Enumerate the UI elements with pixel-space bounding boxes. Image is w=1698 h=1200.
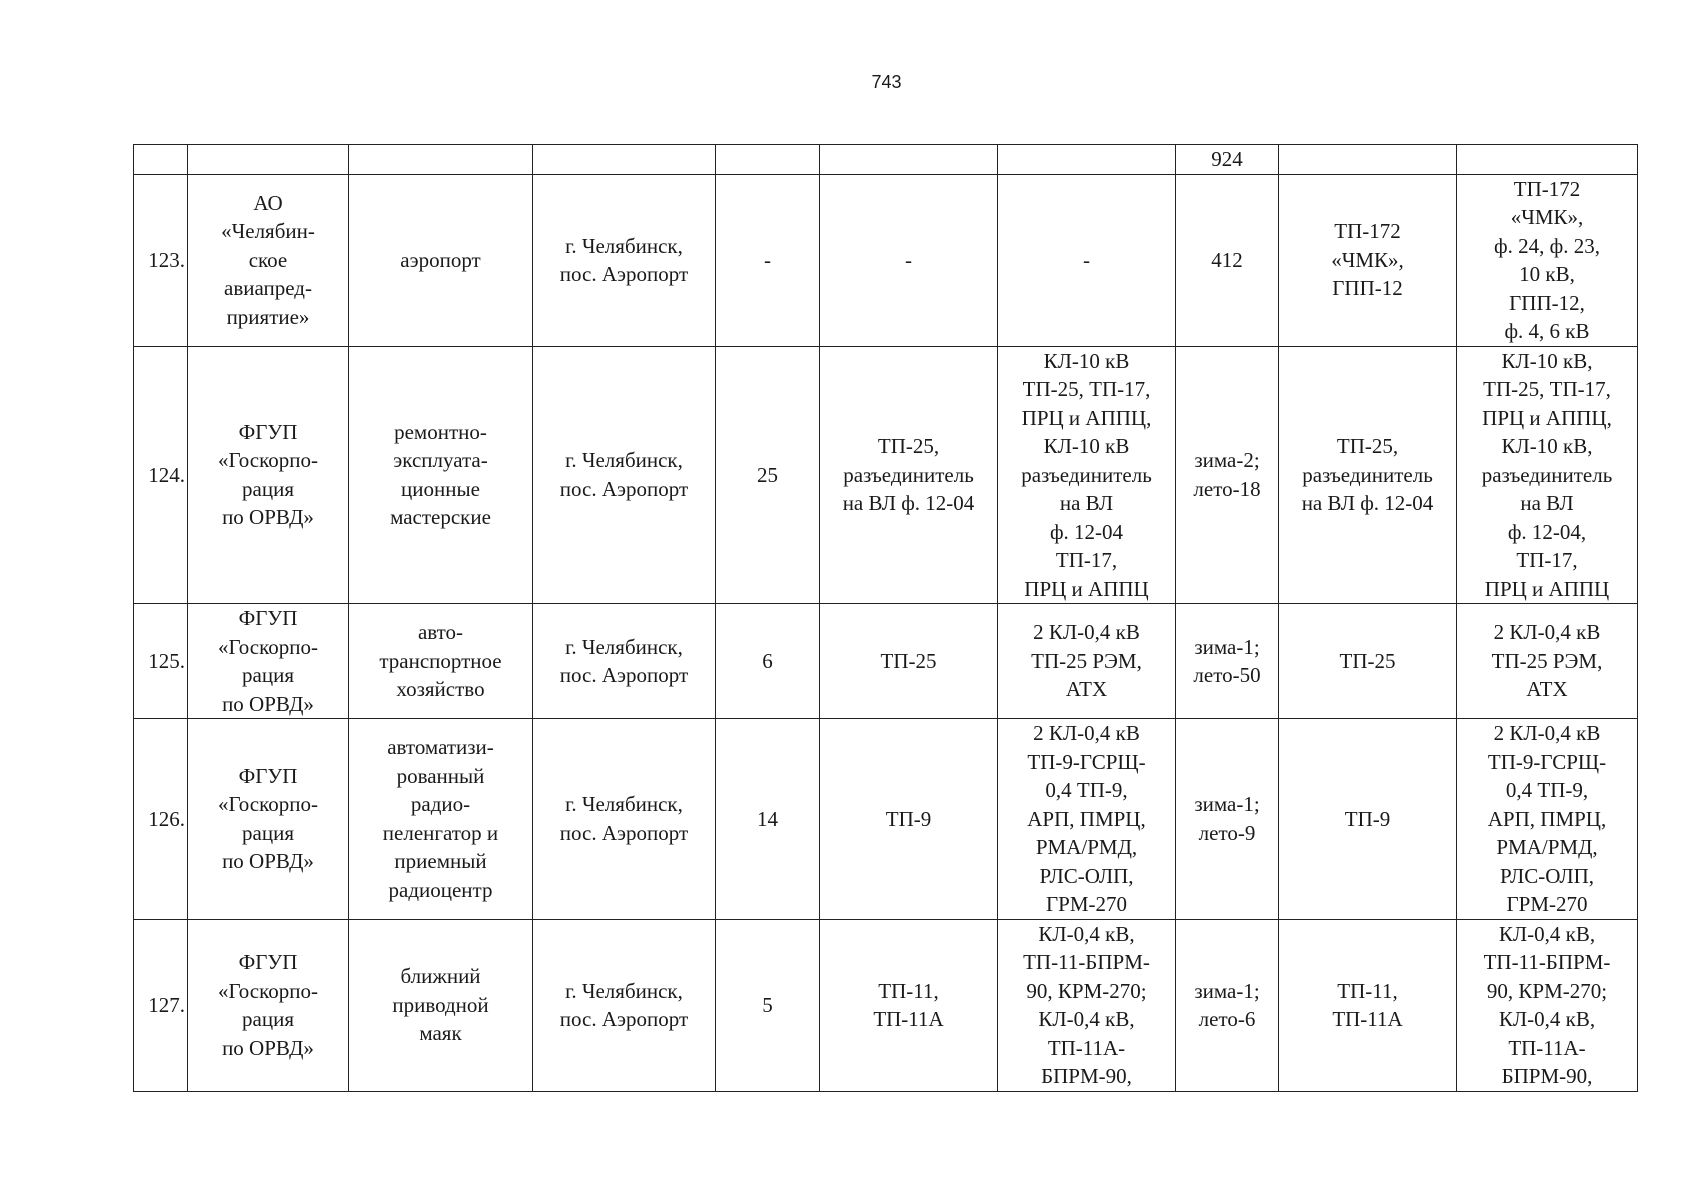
table-cell: [134, 145, 188, 175]
table-cell: ТП-9: [820, 719, 998, 920]
table-cell: [998, 145, 1176, 175]
table-cell: КЛ-0,4 кВ, ТП-11-БПРМ- 90, КРМ-270; КЛ-0,4 кВ, ТП-11А- БПРМ-90,: [1457, 919, 1638, 1091]
table-cell: 5: [716, 919, 820, 1091]
object-cell: ремонтно- эксплуата- ционные мастерские: [349, 346, 533, 604]
row-number: 123.: [134, 174, 188, 346]
table-cell: ТП-25, разъединитель на ВЛ ф. 12-04: [820, 346, 998, 604]
table-cell: [188, 145, 349, 175]
table-cell: 2 КЛ-0,4 кВ ТП-25 РЭМ, АТХ: [998, 604, 1176, 719]
organization-cell: АО «Челябин- ское авиапред- приятие»: [188, 174, 349, 346]
table-cell: 2 КЛ-0,4 кВ ТП-9-ГСРЩ- 0,4 ТП-9, АРП, ПМРЦ, РМА/РМД, РЛС-ОЛП, ГРМ-270: [1457, 719, 1638, 920]
table-cell: -: [716, 174, 820, 346]
object-cell: авто- транспортное хозяйство: [349, 604, 533, 719]
table-cell: [820, 145, 998, 175]
table-cell: 2 КЛ-0,4 кВ ТП-25 РЭМ, АТХ: [1457, 604, 1638, 719]
table-row: [134, 719, 1638, 920]
row-number: 127.: [134, 919, 188, 1091]
object-cell: аэропорт: [349, 174, 533, 346]
object-cell: ближний приводной маяк: [349, 919, 533, 1091]
address-cell: г. Челябинск, пос. Аэропорт: [533, 919, 716, 1091]
address-cell: г. Челябинск, пос. Аэропорт: [533, 604, 716, 719]
table-row-continuation: [134, 145, 1638, 175]
table-row: [134, 604, 1638, 719]
table-cell: -: [820, 174, 998, 346]
table-cell: КЛ-10 кВ ТП-25, ТП-17, ПРЦ и АППЦ, КЛ-10 кВ разъединитель на ВЛ ф. 12-04 ТП-17, ПРЦ и АППЦ: [998, 346, 1176, 604]
table-row: [134, 346, 1638, 604]
table-cell: -: [998, 174, 1176, 346]
organization-cell: ФГУП «Госкорпо- рация по ОРВД»: [188, 604, 349, 719]
table-cell: ТП-172 «ЧМК», ГПП-12: [1279, 174, 1457, 346]
address-cell: г. Челябинск, пос. Аэропорт: [533, 174, 716, 346]
table-cell: КЛ-10 кВ, ТП-25, ТП-17, ПРЦ и АППЦ, КЛ-10 кВ, разъединитель на ВЛ ф. 12-04, ТП-17, ПРЦ и АППЦ: [1457, 346, 1638, 604]
row-number: 124.: [134, 346, 188, 604]
table-cell: зима-2; лето-18: [1176, 346, 1279, 604]
table-cell: 2 КЛ-0,4 кВ ТП-9-ГСРЩ- 0,4 ТП-9, АРП, ПМРЦ, РМА/РМД, РЛС-ОЛП, ГРМ-270: [998, 719, 1176, 920]
table-cell: ТП-25: [820, 604, 998, 719]
table-cell: ТП-25: [1279, 604, 1457, 719]
table-cell: [533, 145, 716, 175]
organization-cell: ФГУП «Госкорпо- рация по ОРВД»: [188, 719, 349, 920]
address-cell: г. Челябинск, пос. Аэропорт: [533, 719, 716, 920]
table-cell: ТП-9: [1279, 719, 1457, 920]
row-number: 126.: [134, 719, 188, 920]
organization-cell: ФГУП «Госкорпо- рация по ОРВД»: [188, 919, 349, 1091]
table-cell: 6: [716, 604, 820, 719]
table-cell: [1457, 145, 1638, 175]
row-number: 125.: [134, 604, 188, 719]
table-cell: зима-1; лето-6: [1176, 919, 1279, 1091]
table-cell: ТП-25, разъединитель на ВЛ ф. 12-04: [1279, 346, 1457, 604]
table-cell: [1279, 145, 1457, 175]
table-cell: ТП-172 «ЧМК», ф. 24, ф. 23, 10 кВ, ГПП-12, ф. 4, 6 кВ: [1457, 174, 1638, 346]
table-row: [134, 919, 1638, 1091]
table-cell: зима-1; лето-9: [1176, 719, 1279, 920]
table-cell: ТП-11, ТП-11А: [1279, 919, 1457, 1091]
table-cell: 412: [1176, 174, 1279, 346]
table-cell: зима-1; лето-50: [1176, 604, 1279, 719]
object-cell: автоматизи- рованный радио- пеленгатор и приемный радиоцентр: [349, 719, 533, 920]
page-number: 743: [871, 72, 902, 92]
table-cell: ТП-11, ТП-11А: [820, 919, 998, 1091]
table-cell: [716, 145, 820, 175]
table-cell: КЛ-0,4 кВ, ТП-11-БПРМ- 90, КРМ-270; КЛ-0,4 кВ, ТП-11А- БПРМ-90,: [998, 919, 1176, 1091]
table-cell: 924: [1176, 145, 1279, 175]
table-cell: 14: [716, 719, 820, 920]
address-cell: г. Челябинск, пос. Аэропорт: [533, 346, 716, 604]
table-cell: [349, 145, 533, 175]
data-table: [133, 144, 1638, 1092]
table-row: [134, 174, 1638, 346]
organization-cell: ФГУП «Госкорпо- рация по ОРВД»: [188, 346, 349, 604]
table-cell: 25: [716, 346, 820, 604]
